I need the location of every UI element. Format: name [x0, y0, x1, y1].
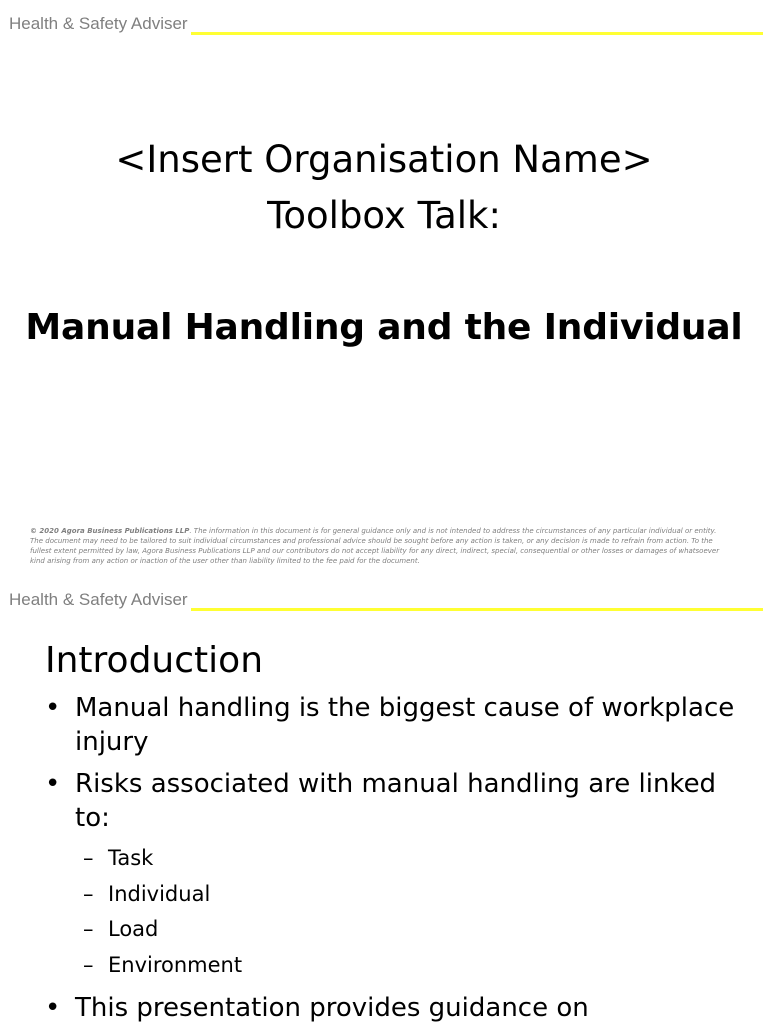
dash-icon: –: [83, 881, 94, 906]
dash-icon: –: [83, 846, 94, 870]
bullet-list: [45, 691, 735, 1024]
dash-icon: –: [83, 952, 94, 977]
sub-bullet-item: [45, 841, 735, 877]
bullet-icon: •: [45, 769, 61, 799]
header-label: Health & Safety Adviser: [9, 14, 188, 33]
sub-bullet-item: [45, 912, 735, 948]
header-rule: [191, 32, 763, 35]
bullet-item: [45, 991, 735, 1024]
header-rule: [191, 608, 763, 611]
bullet-text: This presentation provides guidance on: [75, 993, 589, 1023]
header-label: Health & Safety Adviser: [9, 590, 188, 609]
copyright-lead: © 2020 Agora Business Publications LLP: [30, 527, 190, 535]
bullet-item: [45, 691, 735, 759]
introduction-heading: Introduction: [45, 640, 264, 681]
bullet-icon: •: [45, 693, 61, 723]
disclaimer-body: . The information in this document is for general guidance only and is not intended to address the circumstances of any particular individual or entity. The document may need to be tailored to suit individual circumstances and professional advice should be sought before any action is taken, or any decision is made to refrain from action. To the fullest extent permitted by law, Agora Business Publications LLP and our contributors do not accept liability for any direct, indirect, special, consequential or other losses or damages of whatsoever kind arising from any action or inaction of the user other than liability limited to the fee paid for the document.: [30, 527, 720, 565]
dash-icon: –: [83, 917, 94, 941]
sub-bullet-item: [45, 877, 735, 913]
sub-bullet-text: Individual: [108, 881, 211, 906]
bullet-icon: •: [45, 993, 61, 1023]
slide-title: Manual Handling and the Individual: [25, 307, 743, 348]
toolbox-talk-label: Toolbox Talk:: [267, 194, 501, 237]
sub-bullet-text: Environment: [108, 952, 243, 977]
sub-bullet-text: Task: [108, 846, 154, 870]
bullet-text: Manual handling is the biggest cause of workplace injury: [75, 693, 735, 757]
sub-bullet-text: Load: [108, 917, 159, 941]
sub-bullet-list: [45, 841, 735, 983]
sub-bullet-item: [45, 948, 735, 984]
bullet-item: [45, 767, 735, 983]
copyright-disclaimer: [30, 526, 730, 566]
bullet-text: Risks associated with manual handling are linked to:: [75, 769, 717, 833]
slide-introduction: [0, 576, 768, 1024]
organisation-name: <Insert Organisation Name>: [115, 138, 653, 181]
